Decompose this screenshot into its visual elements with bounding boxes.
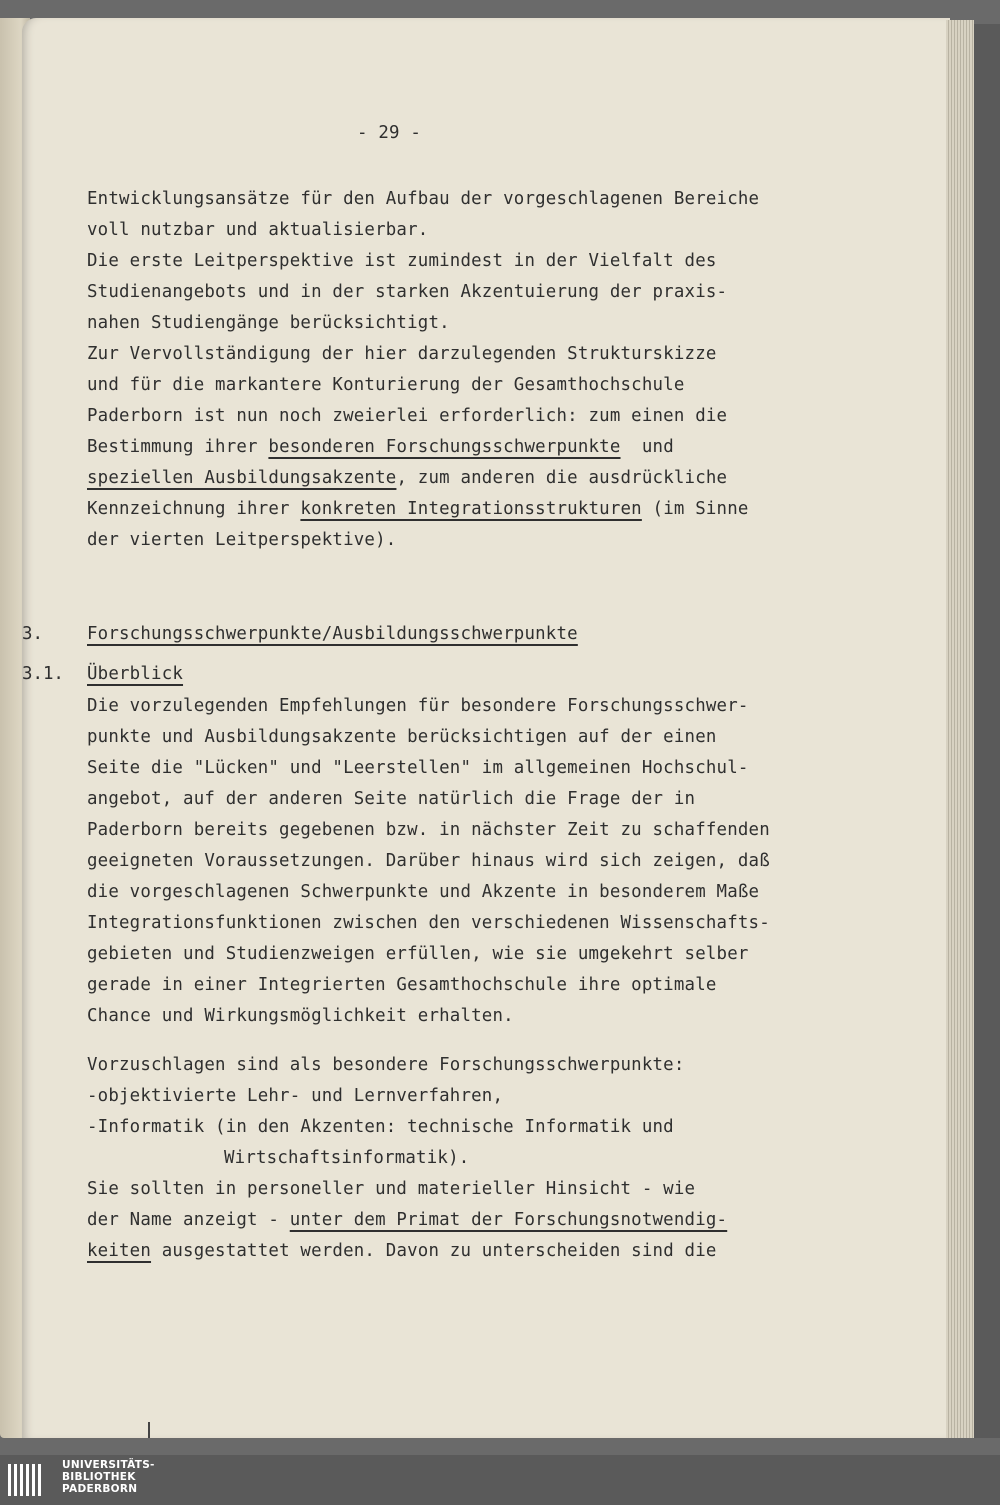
text-segment: und — [620, 437, 674, 457]
underlined-phrase: konkreten Integrationsstrukturen — [300, 499, 642, 519]
section-number: 3. — [22, 624, 43, 644]
subsection-heading: Überblick — [87, 664, 184, 684]
text-line: nahen Studiengänge berücksichtigt. — [87, 313, 450, 333]
text-line: gerade in einer Integrierten Gesamthochschule ihre optimale — [87, 975, 717, 995]
subsection-number: 3.1. — [22, 664, 64, 684]
text-line: Seite die "Lücken" und "Leerstellen" im allgemeinen Hochschul- — [87, 758, 749, 778]
text-line: der vierten Leitperspektive). — [87, 530, 397, 550]
text-line: Integrationsfunktionen zwischen den verschiedenen Wissenschafts- — [87, 913, 770, 933]
text-segment: der Name anzeigt - — [87, 1210, 290, 1230]
page-number: - 29 - — [357, 123, 422, 143]
text-line — [87, 436, 674, 458]
library-logo-icon — [6, 1460, 46, 1500]
text-line: angebot, auf der anderen Seite natürlich die Frage der in — [87, 789, 696, 809]
library-name-line: PADERBORN — [62, 1483, 138, 1495]
page-stack-shadow — [974, 24, 1000, 1438]
list-item: -Informatik (in den Akzenten: technische Informatik und — [87, 1117, 674, 1137]
text-segment: Bestimmung ihrer — [87, 437, 269, 457]
text-line: die vorgeschlagenen Schwerpunkte und Akzente in besonderem Maße — [87, 882, 760, 902]
page-mark — [148, 1422, 150, 1438]
text-line: Die erste Leitperspektive ist zumindest in der Vielfalt des — [87, 251, 717, 271]
text-segment: (im Sinne — [641, 499, 749, 519]
text-segment: , zum anderen die ausdrückliche — [396, 468, 728, 488]
text-line — [87, 467, 727, 489]
text-line — [87, 1209, 727, 1231]
text-line: Paderborn ist nun noch zweierlei erforderlich: zum einen die — [87, 406, 728, 426]
text-line: punkte und Ausbildungsakzente berücksichtigen auf der einen — [87, 727, 717, 747]
text-segment: Kennzeichnung ihrer — [87, 499, 301, 519]
text-line: Die vorzulegenden Empfehlungen für besondere Forschungsschwer- — [87, 696, 749, 716]
text-line: Zur Vervollständigung der hier darzulegenden Strukturskizze — [87, 344, 717, 364]
library-name-line: UNIVERSITÄTS- — [62, 1459, 155, 1471]
list-item-continuation: Wirtschaftsinformatik). — [224, 1148, 470, 1168]
underlined-phrase: keiten — [87, 1241, 152, 1261]
library-name-line: BIBLIOTHEK — [62, 1471, 136, 1483]
text-line: gebieten und Studienzweigen erfüllen, wie sie umgekehrt selber — [87, 944, 749, 964]
text-segment: ausgestattet werden. Davon zu unterscheiden sind die — [151, 1241, 717, 1261]
page-stack-edge — [946, 20, 974, 1438]
text-line: Chance und Wirkungsmöglichkeit erhalten. — [87, 1006, 514, 1026]
text-line — [87, 498, 749, 520]
text-line: Sie sollten in personeller und materieller Hinsicht - wie — [87, 1179, 696, 1199]
underlined-phrase: unter dem Primat der Forschungsnotwendig- — [289, 1210, 728, 1230]
text-line: Studienangebots und in der starken Akzentuierung der praxis- — [87, 282, 728, 302]
text-line: Entwicklungsansätze für den Aufbau der vorgeschlagenen Bereiche — [87, 189, 760, 209]
text-line: geeigneten Voraussetzungen. Darüber hinaus wird sich zeigen, daß — [87, 851, 770, 871]
list-item: -objektivierte Lehr- und Lernverfahren, — [87, 1086, 504, 1106]
underlined-phrase: speziellen Ausbildungsakzente — [87, 468, 397, 488]
text-line: voll nutzbar und aktualisierbar. — [87, 220, 429, 240]
text-line: und für die markantere Konturierung der Gesamthochschule — [87, 375, 685, 395]
underlined-phrase: besonderen Forschungsschwerpunkte — [268, 437, 621, 457]
text-line: Vorzuschlagen sind als besondere Forschungsschwerpunkte: — [87, 1055, 685, 1075]
text-line: Paderborn bereits gegebenen bzw. in nächster Zeit zu schaffenden — [87, 820, 770, 840]
text-line — [87, 1240, 717, 1262]
section-heading: Forschungsschwerpunkte/Ausbildungsschwerpunkte — [87, 624, 578, 644]
